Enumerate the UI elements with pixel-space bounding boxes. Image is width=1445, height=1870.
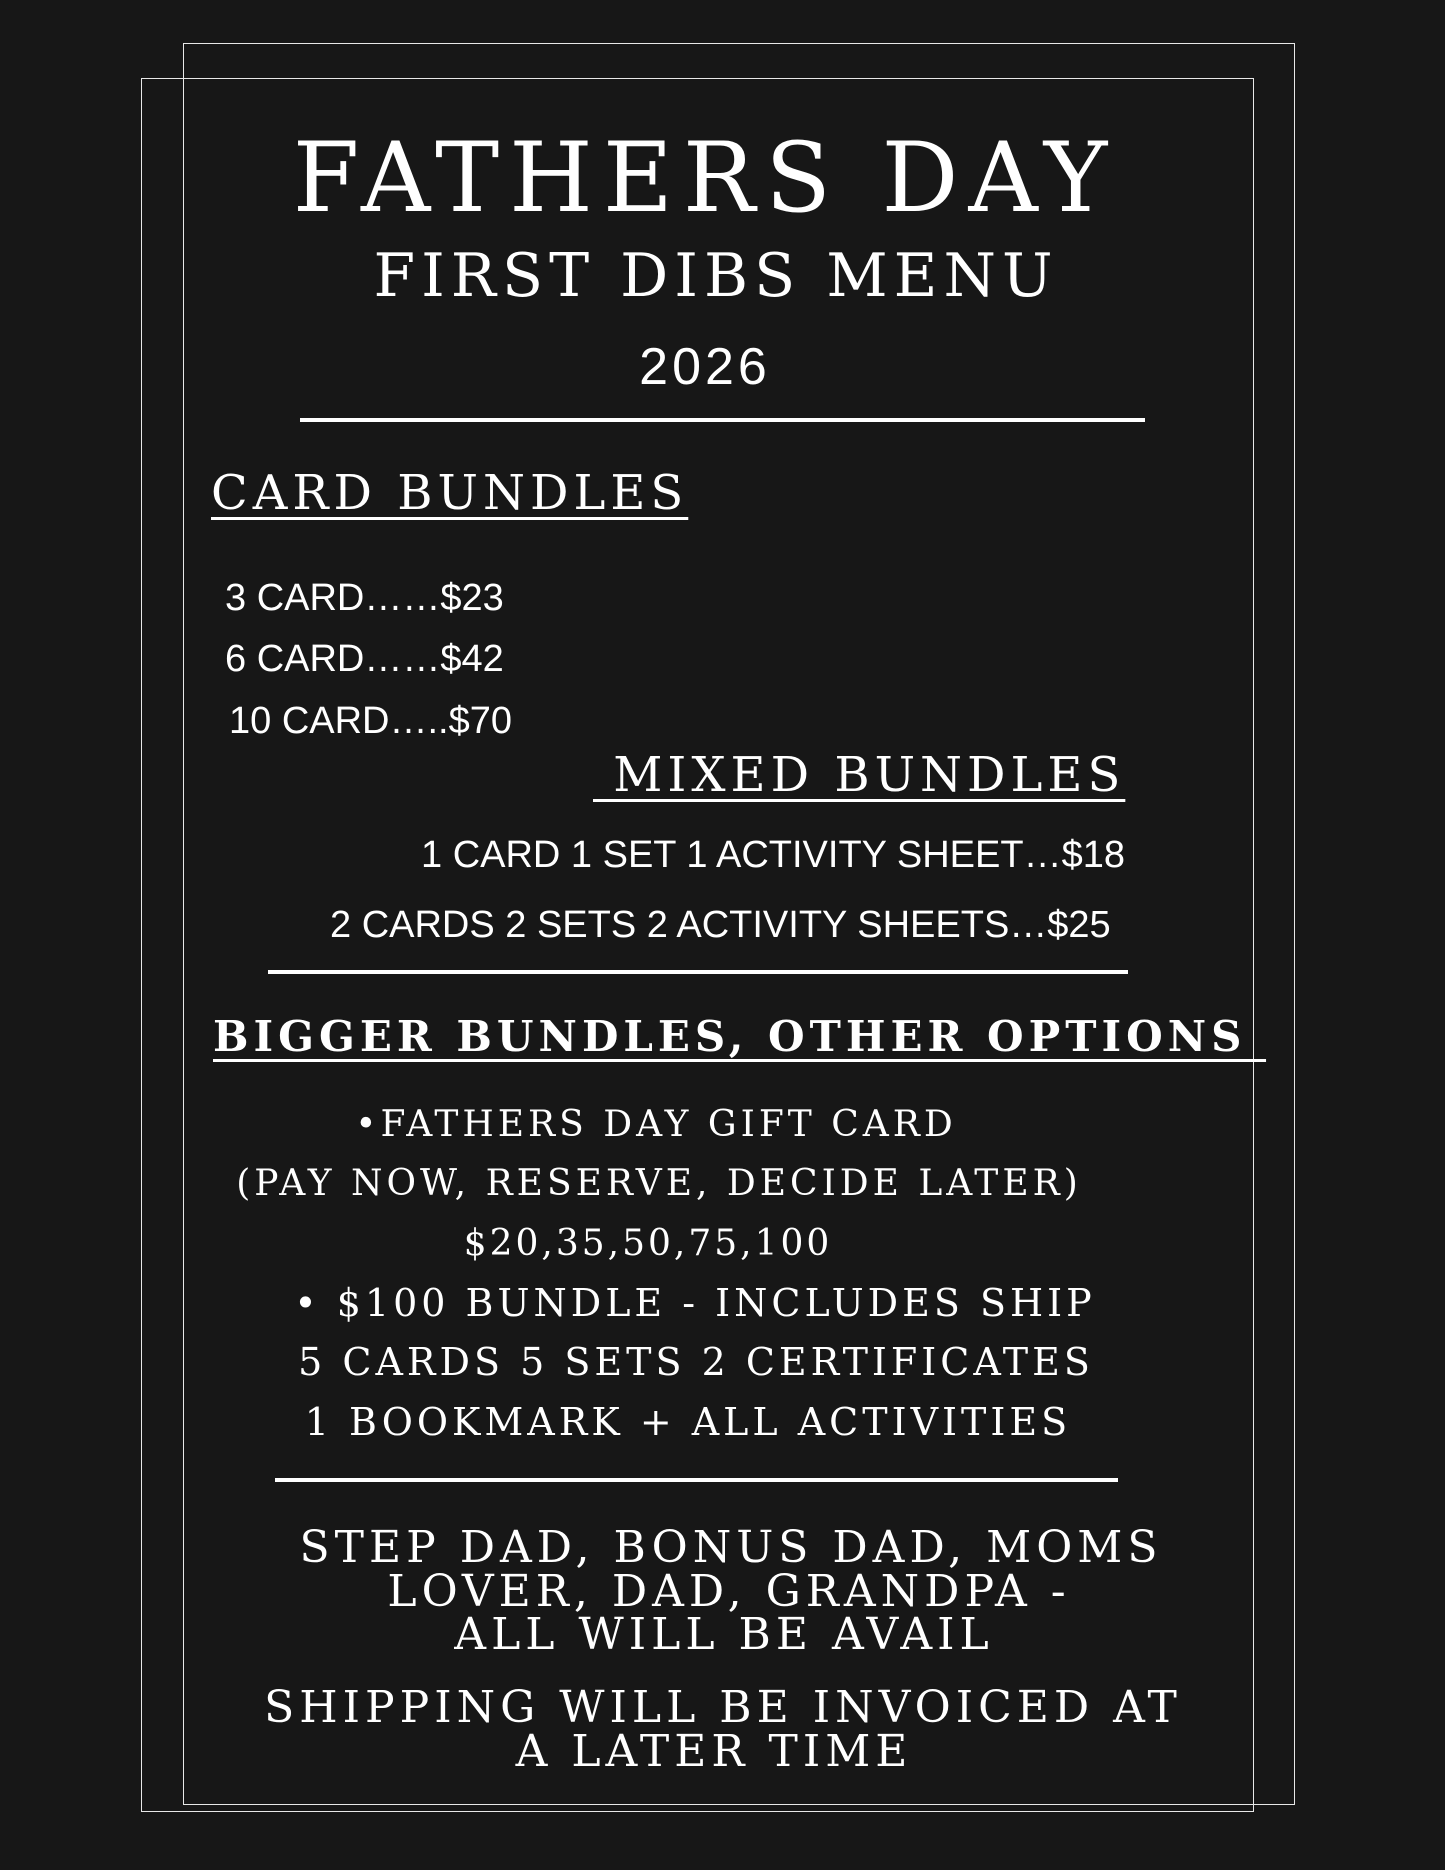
mixed-bundle-item: 2 CARDS 2 SETS 2 ACTIVITY SHEETS…$25 [330,904,1111,946]
menu-subtitle: FIRST DIBS MENU [373,241,1059,311]
gift-card-note: (PAY NOW, RESERVE, DECIDE LATER) [236,1163,1082,1204]
card-bundle-item: 3 CARD……$23 [225,577,504,619]
availability-line: STEP DAD, BONUS DAD, MOMS [299,1522,1163,1573]
mixed-bundle-item: 1 CARD 1 SET 1 ACTIVITY SHEET…$18 [421,834,1125,876]
gift-card-amounts: $20,35,50,75,100 [463,1223,833,1264]
divider-bigger [275,1478,1118,1482]
bundle-100-line: • $100 BUNDLE - INCLUDES SHIP [294,1281,1096,1325]
menu-title: FATHERS DAY [292,122,1118,234]
shipping-note-line: A LATER TIME [515,1726,913,1777]
bundle-100-extras: 1 BOOKMARK + ALL ACTIVITIES [304,1400,1072,1444]
mixed-bundles-heading: MIXED BUNDLES [593,747,1126,803]
card-bundle-item: 6 CARD……$42 [225,638,504,680]
card-bundle-item: 10 CARD…..$70 [229,700,513,742]
divider-header [300,418,1145,422]
menu-year: 2026 [639,338,771,396]
gift-card-line: •FATHERS DAY GIFT CARD [355,1104,957,1145]
availability-line: ALL WILL BE AVAIL [454,1609,994,1660]
divider-mixed [268,970,1128,974]
availability-line: LOVER, DAD, GRANDPA - [387,1566,1071,1617]
bigger-bundles-heading: BIGGER BUNDLES, OTHER OPTIONS [213,1012,1267,1061]
shipping-note-line: SHIPPING WILL BE INVOICED AT [264,1682,1182,1733]
card-bundles-heading: CARD BUNDLES [211,465,689,521]
bundle-100-contents: 5 CARDS 5 SETS 2 CERTIFICATES [298,1340,1094,1384]
